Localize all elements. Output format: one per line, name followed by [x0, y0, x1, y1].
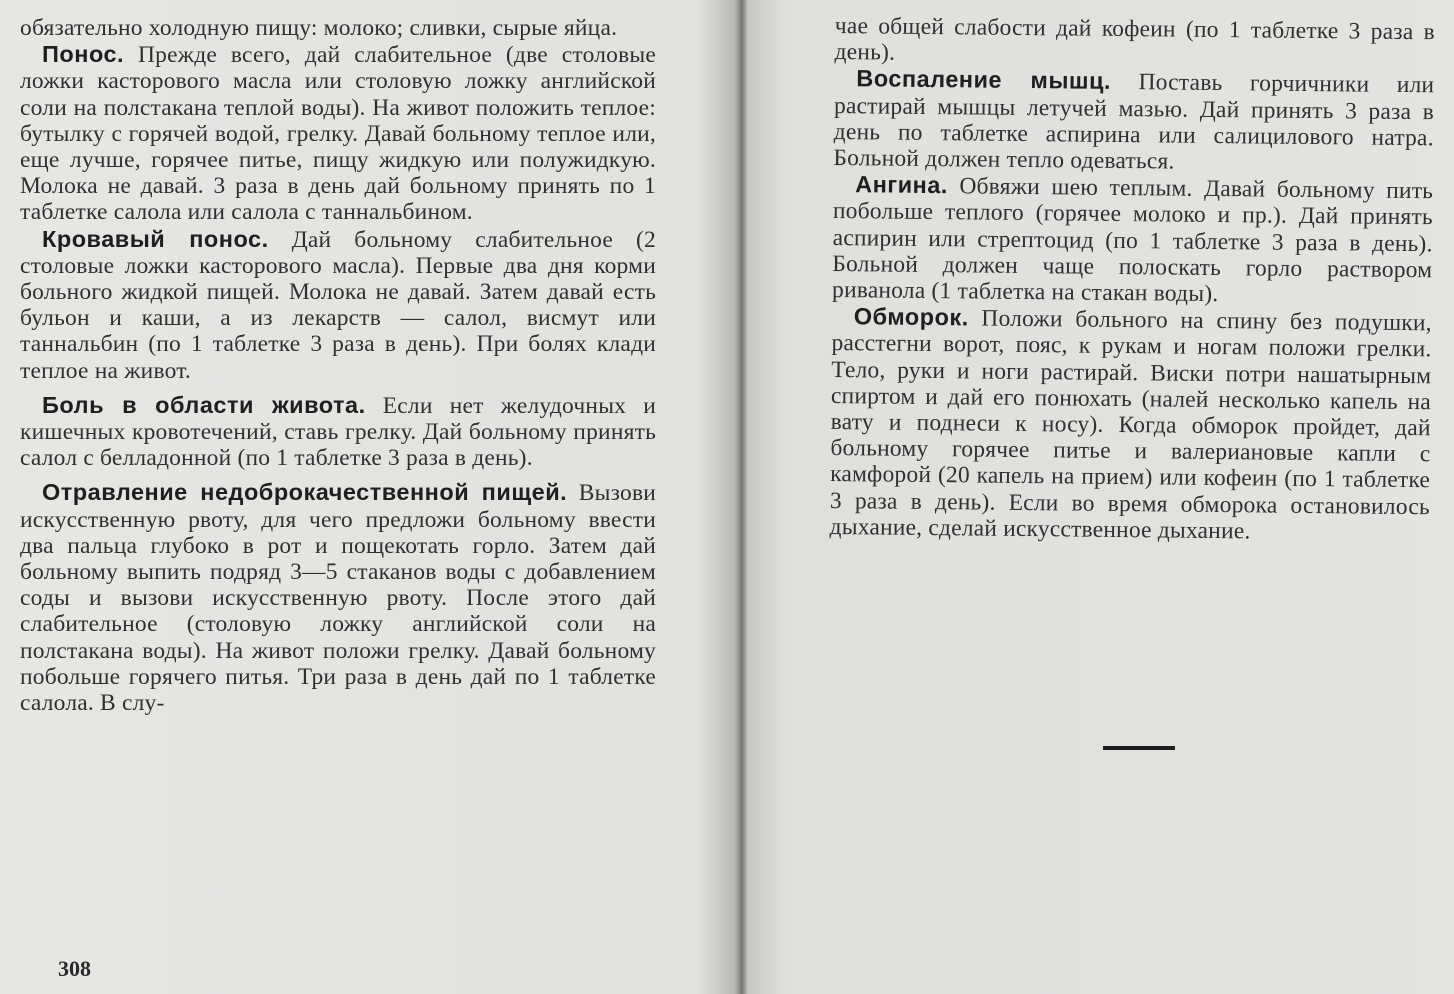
paragraph-heading: Отравление недоброкачественной пищей.	[42, 479, 568, 506]
paragraph-bloody-diarrhea	[20, 226, 656, 384]
page-number: 308	[58, 956, 91, 981]
paragraph-diarrhea	[20, 41, 656, 225]
right-page	[745, 0, 1454, 994]
paragraph-food-poisoning	[20, 479, 656, 716]
paragraph-abdominal-pain	[20, 392, 656, 472]
right-page-text	[829, 13, 1434, 546]
paragraph-heading: Кровавый понос.	[42, 225, 269, 252]
paragraph-text: Дай больному слабительное (2 столовые ложки касторового масла). Первые два дня корми больного жидкой пищей. Молока не давай. Затем давай есть бульон и каши, а из лекарств — салол, висмут или таннальбин (по 1 таблетке 3 раза в день). При болях клади теплое на живот.	[20, 226, 656, 384]
paragraph-continuation	[20, 15, 656, 41]
section-end-rule	[1103, 746, 1175, 750]
paragraph-text: Прежде всего, дай слабительное (две столовые ложки касторового масла или столовую ложку английской соли на полстакана теплой воды). На живот положить теплое: бутылку с горячей водой, грелку. Давай больному теплое или, еще лучше, горячее питье, пищу жидкую или полужидкую. Молока не давай. 3 раза в день дай больному принять по 1 таблетке салола или салола с таннальбином.	[20, 42, 656, 226]
paragraph-angina	[832, 171, 1433, 309]
paragraph-heading: Боль в области живота.	[42, 391, 366, 418]
paragraph-text: обязательно холодную пищу: молоко; сливки, сырые яйца.	[20, 15, 618, 41]
left-page-text	[20, 15, 656, 716]
paragraph-text: Поставь горчичники или растирай мышцы летучей мазью. Дай принять 3 раза в день по таблетке аспирина или салицилового натра. Больной должен тепло одеваться.	[833, 69, 1435, 175]
paragraph-fainting	[829, 303, 1431, 546]
paragraph-text: Если нет желудочных и кишечных кровотечений, ставь грелку. Дай больному принять салол с белладонной (по 1 таблетке 3 раза в день).	[20, 392, 657, 472]
paragraph-heading: Обморок.	[853, 303, 969, 331]
paragraph-text: Положи больного на спину без подушки, расстегни ворот, пояс, к рукам и ногам положи грелки. Тело, руки и ноги растирай. Виски потри нашатырным спиртом и дай его понюхать (налей несколько капель на вату и поднеси к носу). Когда обморок пройдет, дай больному горячее питье и валериановые капли с камфорой (20 капель на прием) или кофеин (по 1 таблетке 3 раза в день). Если во время обморока остановилось дыхание, сделай искусственное дыхание.	[829, 305, 1432, 545]
paragraph-text: Обвяжи шею теплым. Давай больному пить побольше теплого (горячее молоко и пр.). Дай принять аспирин или стрептоцид (по 1 таблетке 3 раза в день). Больной должен чаще полоскать горло раствором риванола (1 таблетка на стакан воды).	[831, 173, 1434, 308]
paragraph-myositis	[833, 65, 1434, 177]
paragraph-heading: Понос.	[42, 41, 125, 68]
paragraph-heading: Воспаление мышц.	[856, 65, 1112, 95]
paragraph-text: Вызови искусственную рвоту, для чего предложи больному ввести два пальца глубоко в рот и пощекотать горло. Затем дай больному выпить подряд 3—5 стаканов воды с добавлением соды и вызови искусственную рвоту. После этого дай слабительное (столовую ложку английской соли на полстакана воды). На живот положи грелку. Давай больному побольше горячего питья. Три раза в день дай по 1 таблетке салола. В слу-	[20, 480, 657, 717]
paragraph-heading: Ангина.	[855, 171, 949, 199]
paragraph-continuation	[834, 13, 1435, 72]
paragraph-text: чае общей слабости дай кофеин (по 1 таблетке 3 раза в день).	[834, 13, 1435, 66]
